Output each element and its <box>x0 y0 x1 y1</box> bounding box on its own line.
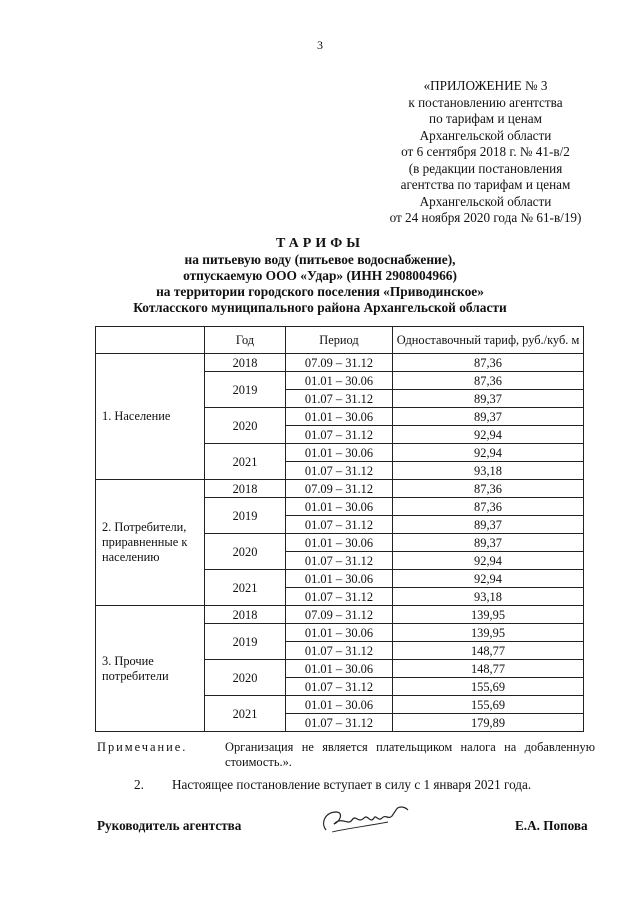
header-year: Год <box>205 327 286 354</box>
appendix-line: к постановлению агентства <box>408 94 563 110</box>
table-row <box>96 480 584 498</box>
period-cell: 07.09 – 31.12 <box>286 354 393 372</box>
period-cell: 01.07 – 31.12 <box>286 642 393 660</box>
category-cell: 1. Население <box>96 354 205 480</box>
period-cell: 01.07 – 31.12 <box>286 390 393 408</box>
header-tariff: Одноставочный тариф, руб./куб. м <box>393 327 584 354</box>
tariff-cell: 139,95 <box>393 624 584 642</box>
table-row <box>96 606 584 624</box>
year-cell: 2021 <box>205 444 286 480</box>
tariff-cell: 148,77 <box>393 660 584 678</box>
year-cell: 2019 <box>205 624 286 660</box>
tariff-cell: 148,77 <box>393 642 584 660</box>
tariff-cell: 87,36 <box>393 498 584 516</box>
year-cell: 2020 <box>205 660 286 696</box>
category-cell: 3. Прочие потребители <box>96 606 205 732</box>
tariff-cell: 93,18 <box>393 462 584 480</box>
period-cell: 01.07 – 31.12 <box>286 426 393 444</box>
tariff-cell: 92,94 <box>393 570 584 588</box>
header-period: Период <box>286 327 393 354</box>
tariff-cell: 155,69 <box>393 696 584 714</box>
period-cell: 01.01 – 30.06 <box>286 444 393 462</box>
period-cell: 01.01 – 30.06 <box>286 498 393 516</box>
table-header-row <box>96 327 584 354</box>
tariff-cell: 155,69 <box>393 678 584 696</box>
period-cell: 01.07 – 31.12 <box>286 714 393 732</box>
period-cell: 01.07 – 31.12 <box>286 678 393 696</box>
title-line-2: отпускаемую ООО «Удар» (ИНН 2908004966) <box>183 268 457 283</box>
period-cell: 01.07 – 31.12 <box>286 462 393 480</box>
signatory-name: Е.А. Попова <box>515 818 588 833</box>
tariff-cell: 89,37 <box>393 534 584 552</box>
tariff-table <box>95 326 584 732</box>
appendix-line: по тарифам и ценам <box>429 111 542 126</box>
period-cell: 01.01 – 30.06 <box>286 372 393 390</box>
category-cell: 2. Потребители, приравненные к населению <box>96 480 205 606</box>
tariff-cell: 139,95 <box>393 606 584 624</box>
note-text: Организация не является плательщиком налога на добавленную стоимость.». <box>225 740 595 769</box>
tariff-cell: 87,36 <box>393 480 584 498</box>
period-cell: 01.07 – 31.12 <box>286 516 393 534</box>
tariff-cell: 92,94 <box>393 426 584 444</box>
period-cell: 01.01 – 30.06 <box>286 534 393 552</box>
title-line-3: на территории городского поселения «Приводинское» <box>156 284 484 299</box>
header-category <box>96 327 205 354</box>
tariff-cell: 92,94 <box>393 444 584 462</box>
tariff-cell: 179,89 <box>393 714 584 732</box>
period-cell: 07.09 – 31.12 <box>286 606 393 624</box>
appendix-header <box>378 78 593 227</box>
period-cell: 01.01 – 30.06 <box>286 408 393 426</box>
year-cell: 2019 <box>205 498 286 534</box>
appendix-line: Архангельской области <box>419 193 552 209</box>
clause-number: 2. <box>134 777 144 792</box>
tariff-cell: 92,94 <box>393 552 584 570</box>
period-cell: 01.01 – 30.06 <box>286 696 393 714</box>
year-cell: 2021 <box>205 696 286 732</box>
tariff-cell: 89,37 <box>393 408 584 426</box>
title-line-1: на питьевую воду (питьевое водоснабжение), <box>184 252 456 267</box>
year-cell: 2018 <box>205 354 286 372</box>
year-cell: 2020 <box>205 408 286 444</box>
document-title <box>110 236 530 316</box>
year-cell: 2020 <box>205 534 286 570</box>
appendix-line: агентства по тарифам и ценам <box>400 177 571 192</box>
clause-2 <box>134 777 531 793</box>
period-cell: 01.07 – 31.12 <box>286 588 393 606</box>
year-cell: 2018 <box>205 606 286 624</box>
year-cell: 2021 <box>205 570 286 606</box>
tariff-cell: 87,36 <box>393 354 584 372</box>
period-cell: 07.09 – 31.12 <box>286 480 393 498</box>
appendix-line: Архангельской области <box>419 127 552 143</box>
table-row <box>96 354 584 372</box>
appendix-line: (в редакции постановления <box>408 160 563 176</box>
appendix-line: «ПРИЛОЖЕНИЕ № 3 <box>423 78 548 93</box>
period-cell: 01.07 – 31.12 <box>286 552 393 570</box>
tariff-cell: 89,37 <box>393 390 584 408</box>
tariff-cell: 89,37 <box>393 516 584 534</box>
clause-text: Настоящее постановление вступает в силу с 1 января 2021 года. <box>172 777 532 792</box>
note-label: Примечание. <box>97 740 188 754</box>
handwritten-signature <box>318 800 418 840</box>
year-cell: 2019 <box>205 372 286 408</box>
signatory-position: Руководитель агентства <box>97 818 242 833</box>
tariff-cell: 93,18 <box>393 588 584 606</box>
period-cell: 01.01 – 30.06 <box>286 660 393 678</box>
page-number: 3 <box>317 38 323 52</box>
period-cell: 01.01 – 30.06 <box>286 624 393 642</box>
year-cell: 2018 <box>205 480 286 498</box>
title-word: ТАРИФЫ <box>276 236 364 251</box>
tariff-cell: 87,36 <box>393 372 584 390</box>
title-line-4: Котласского муниципального района Архангельской области <box>133 300 507 315</box>
appendix-line: от 24 ноября 2020 года № 61-в/19) <box>389 210 582 225</box>
appendix-line: от 6 сентября 2018 г. № 41-в/2 <box>401 144 570 159</box>
period-cell: 01.01 – 30.06 <box>286 570 393 588</box>
